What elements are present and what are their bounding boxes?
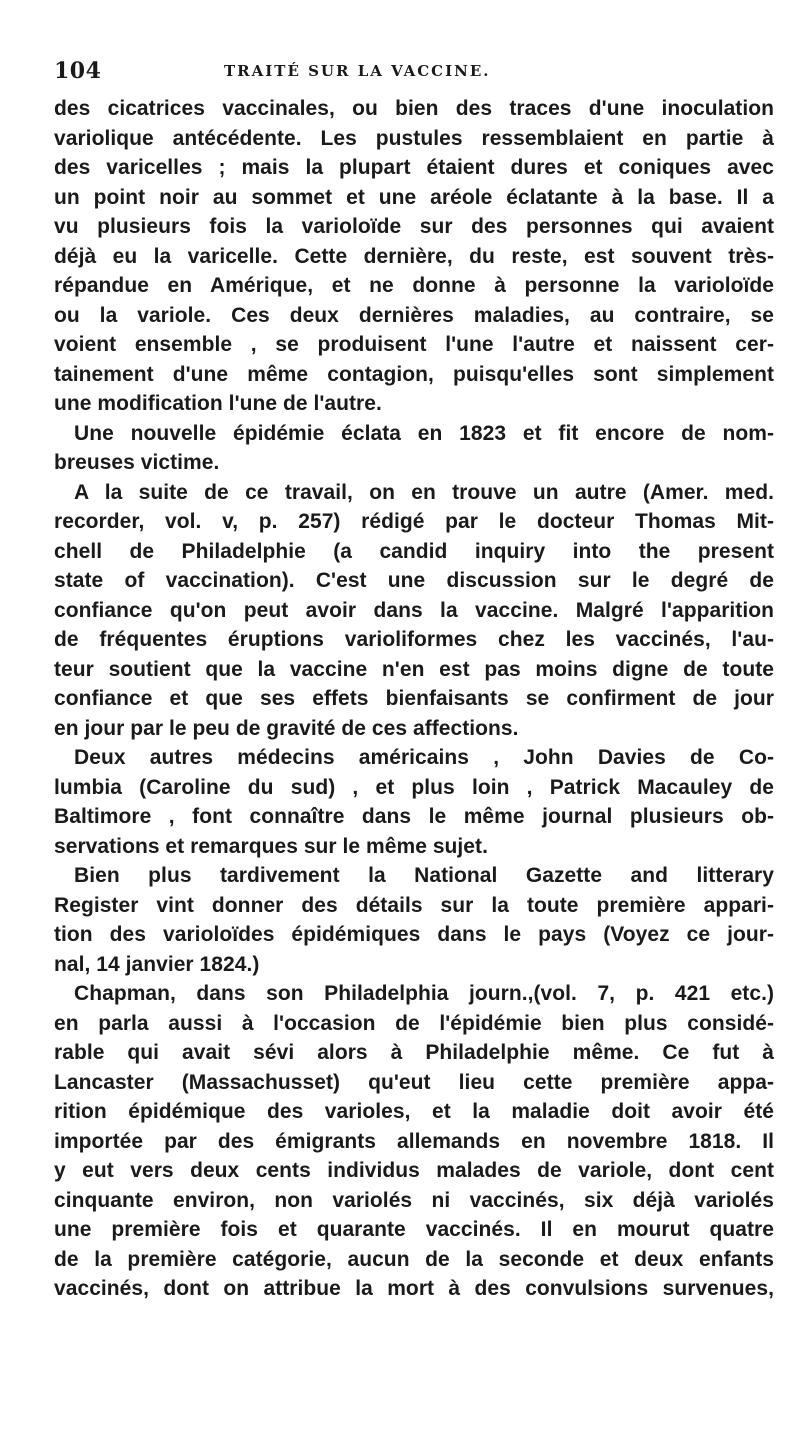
text-line: A la suite de ce travail, on en trouve un autre (Amer. med. bbox=[74, 480, 774, 504]
text-line: Bien plus tardivement la National Gazette and litterary bbox=[74, 864, 774, 887]
text-line: Baltimore , font connaître dans le même journal plusieurs ob- bbox=[54, 805, 774, 828]
text-line: nal, 14 janvier 1824.) bbox=[54, 952, 260, 976]
text-line: rable qui avait sévi alors à Philadelphie même. Ce fut à bbox=[54, 1041, 774, 1064]
text-line: servations et remarques sur le même sujet. bbox=[54, 834, 488, 858]
text-line: des cicatrices vaccinales, ou bien des traces d'une inoculation bbox=[54, 97, 774, 120]
page-number: 104 bbox=[54, 58, 102, 84]
text-line: ou la variole. Ces deux dernières maladies, au contraire, se bbox=[54, 303, 774, 327]
text-line: teur soutient que la vaccine n'en est pas moins digne de toute bbox=[54, 657, 774, 681]
text-line: breuses victime. bbox=[54, 451, 220, 474]
text-line: y eut vers deux cents individus malades de variole, dont cent bbox=[54, 1159, 774, 1182]
page-header bbox=[54, 58, 770, 88]
text-line: voient ensemble , se produisent l'une l'autre et naissent cer- bbox=[54, 333, 774, 356]
text-line: variolique antécédente. Les pustules ressemblaient en partie à bbox=[54, 126, 774, 150]
text-line: confiance qu'on peut avoir dans la vaccine. Malgré l'apparition bbox=[54, 598, 774, 622]
text-line: une première fois et quarante vaccinés. Il en mourut quatre bbox=[54, 1218, 774, 1241]
text-line: vu plusieurs fois la varioloïde sur des personnes qui avaient bbox=[54, 215, 774, 238]
text-line: en parla aussi à l'occasion de l'épidémie bien plus considé- bbox=[54, 1011, 774, 1035]
text-line: chell de Philadelphie (a candid inquiry into the present bbox=[54, 539, 774, 563]
text-line: déjà eu la varicelle. Cette dernière, du reste, est souvent très- bbox=[54, 244, 774, 268]
text-line: tion des varioloïdes épidémiques dans le pays (Voyez ce jour- bbox=[54, 923, 774, 946]
text-line: state of vaccination). C'est une discussion sur le degré de bbox=[54, 569, 774, 592]
text-line: rition épidémique des varioles, et la maladie doit avoir été bbox=[54, 1100, 774, 1123]
text-line: de fréquentes éruptions varioliformes chez les vaccinés, l'au- bbox=[54, 628, 774, 651]
body-text bbox=[54, 94, 774, 1304]
text-line: recorder, vol. v, p. 257) rédigé par le docteur Thomas Mit- bbox=[54, 510, 774, 533]
text-line: des varicelles ; mais la plupart étaient dures et coniques avec bbox=[54, 156, 774, 179]
text-line: Lancaster (Massachusset) qu'eut lieu cette première appa- bbox=[54, 1070, 774, 1094]
text-line: cinquante environ, non variolés ni vaccinés, six déjà variolés bbox=[54, 1188, 774, 1212]
text-line: un point noir au sommet et une aréole éclatante à la base. Il a bbox=[54, 185, 774, 209]
text-line: confiance et que ses effets bienfaisants se confirment de jour bbox=[54, 687, 774, 710]
text-line: de la première catégorie, aucun de la seconde et deux enfants bbox=[54, 1247, 774, 1271]
text-line: répandue en Amérique, et ne donne à personne la varioloïde bbox=[54, 274, 774, 297]
text-line: Register vint donner des détails sur la toute première appari- bbox=[54, 893, 774, 917]
text-line: vaccinés, dont on attribue la mort à des convulsions survenues, bbox=[54, 1277, 774, 1300]
running-title: TRAITÉ SUR LA VACCINE. bbox=[224, 62, 491, 80]
text-line: importée par des émigrants allemands en novembre 1818. Il bbox=[54, 1129, 774, 1153]
text-line: lumbia (Caroline du sud) , et plus loin , Patrick Macauley de bbox=[54, 775, 774, 799]
text-line: en jour par le peu de gravité de ces affections. bbox=[54, 716, 519, 740]
text-line: une modification l'une de l'autre. bbox=[54, 392, 382, 415]
text-line: Deux autres médecins américains , John Davies de Co- bbox=[74, 746, 774, 769]
text-line: Chapman, dans son Philadelphia journ.,(vol. 7, p. 421 etc.) bbox=[74, 982, 774, 1005]
text-line: Une nouvelle épidémie éclata en 1823 et fit encore de nom- bbox=[74, 421, 774, 445]
text-line: tainement d'une même contagion, puisqu'elles sont simplement bbox=[54, 362, 774, 386]
